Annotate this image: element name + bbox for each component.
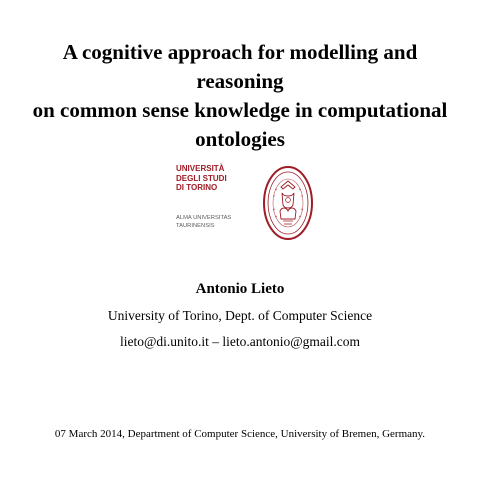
university-motto-line-2: TAURINENSIS [176,223,215,229]
affiliation: University of Torino, Dept. of Computer Science [107,308,373,323]
author-emails: lieto@di.unito.it – lieto.antonio@gmail.com [119,334,361,349]
university-seal-icon [262,163,314,243]
title-line-1: A cognitive approach for modelling and reasoning [62,40,418,93]
university-motto [176,214,260,230]
title-line-2: on common sense knowledge in computational [32,98,448,122]
slide-title [20,38,460,154]
university-name-line-3: DI TORINO [176,183,218,192]
event-info: 07 March 2014, Department of Computer Science, University of Bremen, Germany. [54,428,426,440]
university-motto-line-1: ALMA UNIVERSITAS [176,215,232,221]
author-name: Antonio Lieto [195,281,285,297]
university-logo [176,158,316,250]
university-name [176,164,260,193]
university-name-line-1: UNIVERSITÀ [176,164,225,173]
university-name-line-2: DEGLI STUDI [176,173,227,183]
title-line-3: ontologies [195,127,285,151]
